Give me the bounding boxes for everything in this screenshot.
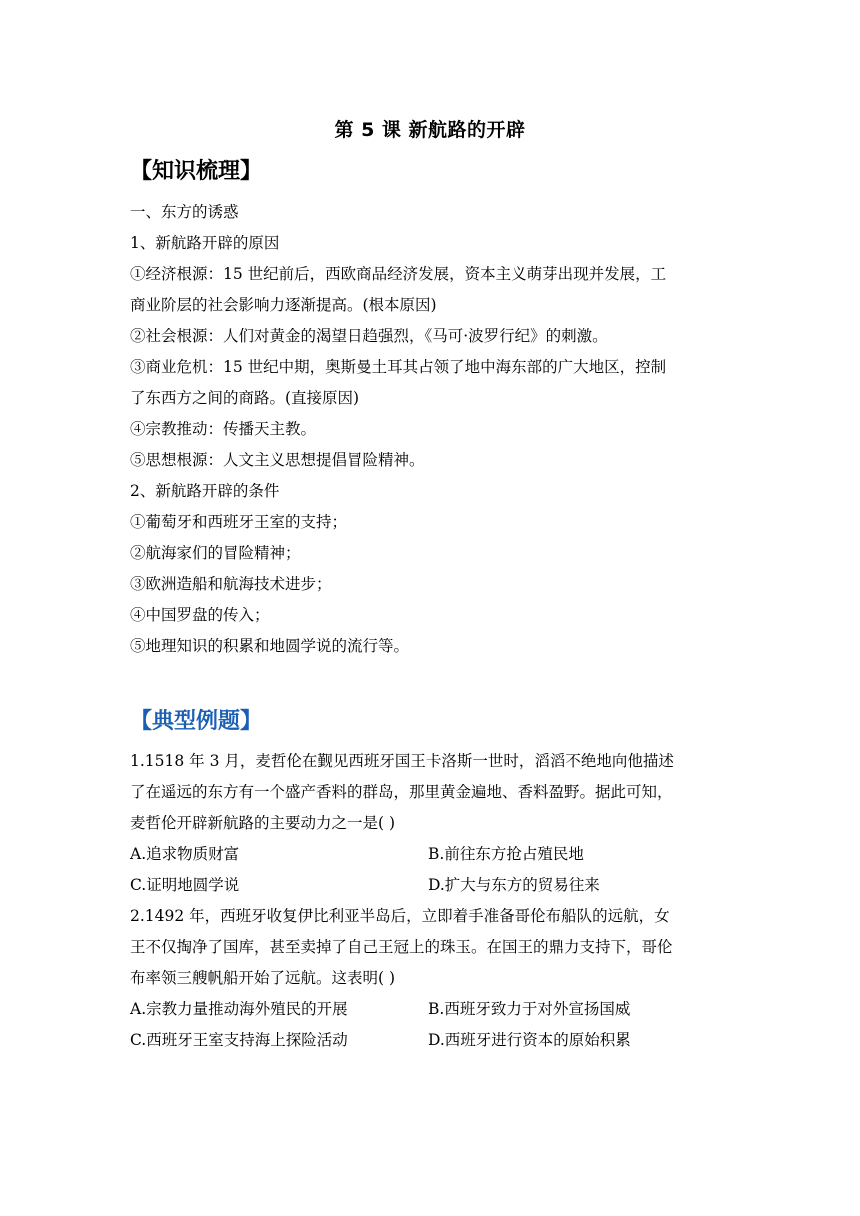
option-row [130,870,735,901]
typical-examples-body [130,746,735,1056]
question-1 [130,746,735,901]
question-text-line: 王不仅掏净了国库，甚至卖掉了自己王冠上的珠玉。在国王的鼎力支持下，哥伦 [130,938,673,956]
text-line: ④宗教推动：传播天主教。 [130,420,317,438]
typical-examples-heading: 【典型例题】 [130,709,263,734]
question-2 [130,901,735,1056]
option-a: A.追求物质财富 [130,845,240,863]
lesson-title: 第 5 课 新航路的开辟 [334,119,526,141]
knowledge-summary-body [130,197,735,662]
text-line: ②航海家们的冒险精神； [130,544,301,562]
option-d: D.西班牙进行资本的原始积累 [428,1031,631,1049]
text-line: 了东西方之间的商路。(直接原因) [130,389,360,407]
text-line: ⑤地理知识的积累和地圆学说的流行等。 [130,637,410,655]
text-line: 2、新航路开辟的条件 [130,482,280,500]
question-text-line: 1.1518 年 3 月，麦哲伦在觐见西班牙国王卡洛斯一世时，滔滔不绝地向他描述 [130,752,674,770]
text-line: 1、新航路开辟的原因 [130,234,280,252]
knowledge-summary-heading: 【知识梳理】 [130,159,263,184]
question-text-line: 布率领三艘帆船开始了远航。这表明( ) [130,969,396,987]
option-c: C.西班牙王室支持海上探险活动 [130,1031,348,1049]
text-line: ⑤思想根源：人文主义思想提倡冒险精神。 [130,451,425,469]
text-line: 商业阶层的社会影响力逐渐提高。(根本原因) [130,296,437,314]
option-row [130,994,735,1025]
text-line: ④中国罗盘的传入； [130,606,270,624]
option-b: B.西班牙致力于对外宣扬国威 [428,1000,631,1018]
question-text-line: 麦哲伦开辟新航路的主要动力之一是( ) [130,814,396,832]
text-line: ③商业危机：15 世纪中期，奥斯曼土耳其占领了地中海东部的广大地区，控制 [130,358,667,376]
option-b: B.前往东方抢占殖民地 [428,845,584,863]
question-text-line: 了在遥远的东方有一个盛产香料的群岛，那里黄金遍地、香料盈野。据此可知， [130,783,673,801]
text-line: ①葡萄牙和西班牙王室的支持； [130,513,348,531]
text-line: ③欧洲造船和航海技术进步； [130,575,332,593]
option-c: C.证明地圆学说 [130,876,240,894]
text-line: 一、东方的诱惑 [130,203,239,221]
question-text-line: 2.1492 年，西班牙收复伊比利亚半岛后，立即着手准备哥伦布船队的远航，女 [130,907,670,925]
option-row [130,839,735,870]
text-line: ①经济根源：15 世纪前后，西欧商品经济发展，资本主义萌芽出现并发展，工 [130,265,667,283]
option-row [130,1025,735,1056]
option-a: A.宗教力量推动海外殖民的开展 [130,1000,348,1018]
text-line: ②社会根源：人们对黄金的渴望日趋强烈，《马可·波罗行纪》的刺激。 [130,327,608,345]
option-d: D.扩大与东方的贸易往来 [428,876,600,894]
